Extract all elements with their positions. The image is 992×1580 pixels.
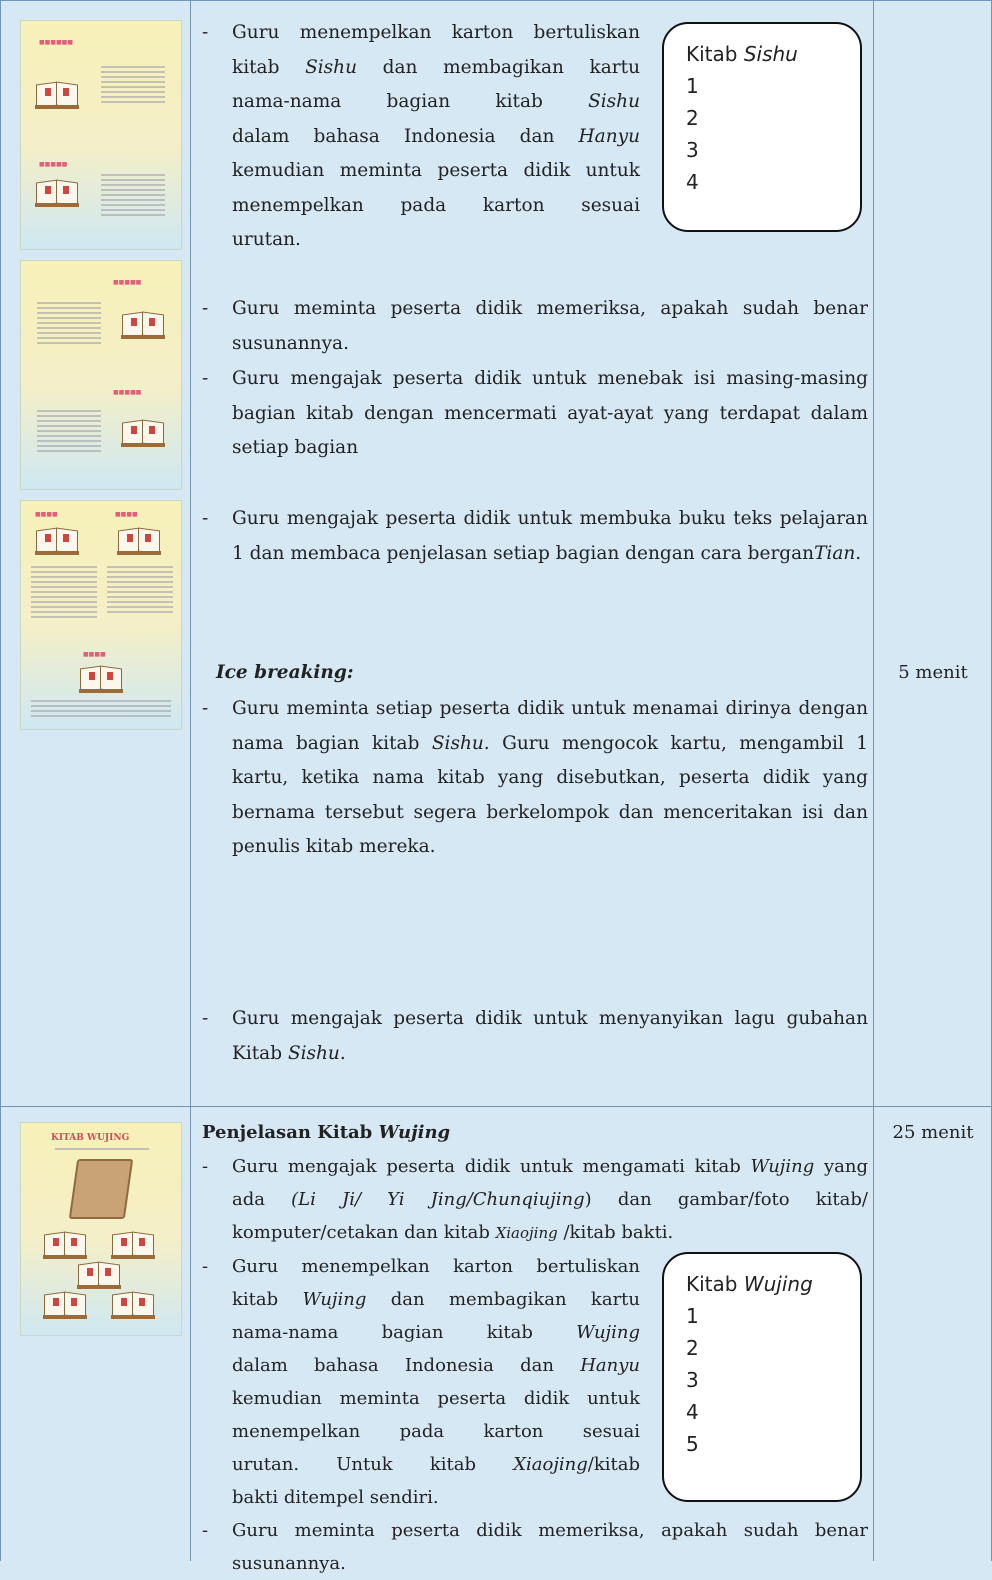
list-item-tempel-karton-sishu: [202, 16, 640, 256]
table-divider-1: [190, 0, 191, 1561]
ice-breaking-heading: Ice breaking:: [216, 662, 354, 683]
text-line: urutan. Untuk kitab Xiaojing/kitab: [232, 1454, 640, 1475]
thumb-title: KITAB WUJING: [51, 1133, 130, 1143]
text-line: Guru menempelkan karton bertuliskan: [232, 22, 640, 43]
table-row-divider: [0, 1106, 992, 1107]
list-dash: -: [202, 298, 209, 319]
text-line: dalam bahasa Indonesia dan Hanyu: [232, 1355, 640, 1376]
list-dash: -: [202, 368, 209, 389]
list-dash: -: [202, 1156, 209, 1177]
duration-5-menit: 5 menit: [898, 662, 968, 683]
text-line: kemudian meminta peserta didik untuk: [232, 160, 640, 181]
box-number: 3: [686, 1368, 699, 1392]
step-text: Guru mengajak peserta didik untuk membuka buku teks pelajaran 1 dan membaca penjelasan setiap bagian dengan cara berganTian.: [232, 508, 868, 564]
step-text: Guru meminta setiap peserta didik untuk menamai dirinya dengan nama bagian kitab Sishu. Guru mengocok kartu, mengambil 1 kartu, ketika nama kitab yang disebutkan, peserta didik yang bernama tersebut segera berkelompok dan menceritakan isi dan penulis kitab mereka.: [232, 698, 868, 857]
duration-25-menit: 25 menit: [892, 1122, 974, 1143]
box-number: 3: [686, 138, 699, 162]
wujing-heading: Penjelasan Kitab Wujing: [202, 1122, 451, 1143]
box-number: 1: [686, 1304, 699, 1328]
list-dash: -: [202, 1520, 209, 1541]
text-line: nama-nama bagian kitab Wujing: [232, 1322, 640, 1343]
box-number: 4: [686, 170, 699, 194]
box-title: Kitab Wujing: [686, 1272, 813, 1296]
step-text: [232, 16, 640, 258]
text-line: dalam bahasa Indonesia dan Hanyu: [232, 125, 640, 147]
text-line: menempelkan pada karton sesuai: [232, 194, 640, 216]
step-text: [232, 1250, 640, 1514]
text-line: nama-nama bagian kitab Sishu: [232, 91, 640, 112]
text-line: bakti ditempel sendiri.: [232, 1487, 439, 1508]
step-text: Guru meminta peserta didik memeriksa, apakah sudah benar susunannya.: [232, 298, 868, 354]
list-dash: -: [202, 1008, 209, 1029]
box-number: 1: [686, 74, 699, 98]
box-number: 2: [686, 1336, 699, 1360]
text-line: kemudian meminta peserta didik untuk: [232, 1388, 640, 1409]
text-line: menempelkan pada karton sesuai: [232, 1421, 640, 1442]
list-dash: -: [202, 698, 209, 719]
book-chart-image-2: ■■■■■ ■■■■■: [20, 260, 182, 490]
step-text: Guru meminta peserta didik memeriksa, apakah sudah benar susunannya.: [232, 1520, 868, 1574]
table-border-left: [0, 0, 1, 1561]
box-number: 4: [686, 1400, 699, 1424]
book-chart-image-1: ■■■■■■ ■■■■■: [20, 20, 182, 250]
kitab-sishu-box: [662, 22, 862, 232]
table-divider-2: [873, 0, 874, 1561]
text-line: urutan.: [232, 229, 301, 250]
list-dash: -: [202, 1256, 209, 1277]
text-line: Guru menempelkan karton bertuliskan: [232, 1256, 640, 1277]
table-border-top: [0, 0, 992, 1]
kitab-wujing-image: [20, 1122, 182, 1336]
book-chart-image-3: ■■■■ ■■■■ ■■■■: [20, 500, 182, 730]
text-line: kitab Sishu dan membagikan kartu: [232, 56, 640, 78]
step-text: Guru mengajak peserta didik untuk menyanyikan lagu gubahan Kitab Sishu.: [232, 1008, 868, 1064]
list-dash: -: [202, 508, 209, 529]
step-text: Guru mengajak peserta didik untuk mengamati kitab Wujing yang ada (Li Ji/ Yi Jing/Chunqiujing) dan gambar/foto kitab/ komputer/cetakan dan kitab Xiaojing /kitab bakti.: [232, 1156, 868, 1243]
text-line: kitab Wujing dan membagikan kartu: [232, 1289, 641, 1310]
box-number: 5: [686, 1432, 699, 1456]
box-number: 2: [686, 106, 699, 130]
step-text: Guru mengajak peserta didik untuk menebak isi masing-masing bagian kitab dengan mencermati ayat-ayat yang terdapat dalam setiap bagian: [232, 368, 868, 458]
list-dash: -: [202, 22, 209, 43]
kitab-wujing-box: [662, 1252, 862, 1502]
box-title: Kitab Sishu: [686, 42, 798, 66]
closed-book-icon: [69, 1159, 133, 1219]
